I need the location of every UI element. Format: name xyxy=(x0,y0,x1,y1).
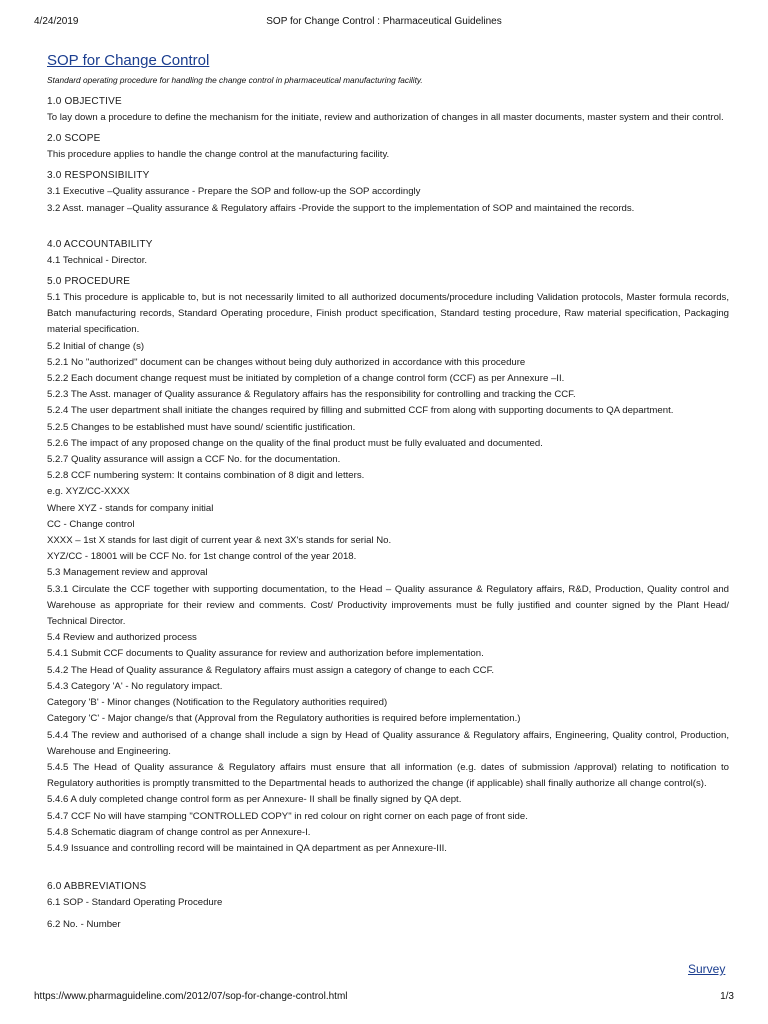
procedure-line: 5.4.1 Submit CCF documents to Quality assurance for review and authorization before implementation. xyxy=(47,648,484,660)
procedure-intro: 5.1 This procedure is applicable to, but is not necessarily limited to all authorized documents/procedure including Validation protocols, Master formula records, Batch manufacturing records, Standard Operating procedure, Finish product specification, Standard testing procedure, Raw material specification, Packaging material specification. xyxy=(47,292,729,336)
procedure-line: 5.2.5 Changes to be established must have sound/ scientific justification. xyxy=(47,421,356,433)
procedure-545: 5.4.5 The Head of Quality assurance & Regulatory affairs must ensure that all information (e.g. dates of submission /approval) relating to notification to Regulatory authorities is promptly transmitted to the Departmental heads to authorized the change (if applicable) shall finally authorize all change control(s). xyxy=(47,761,729,790)
abbreviations-heading: 6.0 ABBREVIATIONS xyxy=(47,881,147,893)
procedure-line: 5.2.2 Each document change request must be initiated by completion of a change control form (CCF) as per Annexure –II. xyxy=(47,373,565,385)
procedure-line: 5.2.7 Quality assurance will assign a CCF No. for the documentation. xyxy=(47,454,341,466)
procedure-line: 5.2.3 The Asst. manager of Quality assurance & Regulatory affairs has the responsibility for controlling and tracking the CCF. xyxy=(47,389,576,401)
procedure-line: Category 'B' - Minor changes (Notification to the Regulatory authorities required) xyxy=(47,697,388,709)
print-date: 4/24/2019 xyxy=(34,16,79,27)
abbreviation-item: 6.2 No. - Number xyxy=(47,919,121,931)
responsibility-item: 3.2 Asst. manager –Quality assurance & Regulatory affairs -Provide the support to the implementation of SOP and maintained the records. xyxy=(47,202,635,214)
procedure-line: 5.4.6 A duly completed change control form as per Annexure- II shall be finally signed by QA dept. xyxy=(47,794,462,806)
procedure-line: 5.2.8 CCF numbering system: It contains combination of 8 digit and letters. xyxy=(47,470,365,482)
procedure-line: XXXX – 1st X stands for last digit of current year & next 3X's stands for serial No. xyxy=(47,535,392,547)
procedure-line: 5.4.3 Category 'A' - No regulatory impact. xyxy=(47,680,223,692)
abbreviation-item: 6.1 SOP - Standard Operating Procedure xyxy=(47,897,223,909)
procedure-line: CC - Change control xyxy=(47,518,135,530)
responsibility-item: 3.1 Executive –Quality assurance - Prepare the SOP and follow-up the SOP accordingly xyxy=(47,186,421,198)
accountability-heading: 4.0 ACCOUNTABILITY xyxy=(47,238,153,250)
print-page-number: 1/3 xyxy=(720,991,734,1002)
document-subtitle: Standard operating procedure for handling the change control in pharmaceutical manufacturing facility. xyxy=(47,75,423,85)
procedure-line: e.g. XYZ/CC-XXXX xyxy=(47,486,130,498)
print-header xyxy=(34,16,734,30)
procedure-line: 5.4.7 CCF No will have stamping "CONTROLLED COPY" in red colour on right corner on each page of front side. xyxy=(47,810,528,822)
document-title[interactable]: SOP for Change Control xyxy=(47,52,210,69)
responsibility-heading: 3.0 RESPONSIBILITY xyxy=(47,170,150,182)
scope-heading: 2.0 SCOPE xyxy=(47,133,101,145)
procedure-line: 5.4 Review and authorized process xyxy=(47,632,197,644)
objective-heading: 1.0 OBJECTIVE xyxy=(47,96,122,107)
procedure-531: 5.3.1 Circulate the CCF together with supporting documentation, to the Head – Quality assurance & Regulatory affairs, R&D, Production, Quality control and Warehouse as appropriate for their review and comments. Cost/ Productivity improvements must be fully justified and counter signed by the Plant Head/ Technical Director. xyxy=(47,583,729,628)
procedure-line: 5.2.6 The impact of any proposed change on the quality of the final product must be fully evaluated and documented. xyxy=(47,437,543,449)
procedure-line: 5.4.2 The Head of Quality assurance & Regulatory affairs must assign a category of change to each CCF. xyxy=(47,664,495,676)
procedure-line: 5.2.1 No "authorized" document can be changes without being duly authorized in accordance with this procedure xyxy=(47,356,526,368)
procedure-line: XYZ/CC - 18001 will be CCF No. for 1st change control of the year 2018. xyxy=(47,551,357,563)
procedure-line: 5.2 Initial of change (s) xyxy=(47,340,145,352)
print-page-title: SOP for Change Control : Pharmaceutical Guidelines xyxy=(266,16,502,27)
print-footer xyxy=(34,991,734,1005)
print-url: https://www.pharmaguideline.com/2012/07/sop-for-change-control.html xyxy=(34,991,348,1002)
document-content xyxy=(47,51,729,934)
survey-link[interactable]: Survey xyxy=(688,962,726,976)
procedure-line: 5.2.4 The user department shall initiate the changes required by filling and submitted CCF from along with supporting documents to QA department. xyxy=(47,405,674,417)
procedure-544: 5.4.4 The review and authorised of a change shall include a sign by Head of Quality assurance & Regulatory affairs, Engineering, Quality control, Production, Warehouse and Engineering. xyxy=(47,729,729,757)
accountability-item: 4.1 Technical - Director. xyxy=(47,254,148,266)
scope-text: This procedure applies to handle the change control at the manufacturing facility. xyxy=(47,149,390,161)
procedure-heading: 5.0 PROCEDURE xyxy=(47,276,131,288)
procedure-line: 5.3 Management review and approval xyxy=(47,567,208,579)
objective-text: To lay down a procedure to define the mechanism for the initiate, review and authorization of changes in all master documents, master system and their control. xyxy=(47,112,724,123)
procedure-line: Category 'C' - Major change/s that (Approval from the Regulatory authorities is required before implementation.) xyxy=(47,713,521,725)
procedure-line: 5.4.9 Issuance and controlling record will be maintained in QA department as per Annexure-III. xyxy=(47,842,447,854)
procedure-line: 5.4.8 Schematic diagram of change control as per Annexure-I. xyxy=(47,826,311,838)
procedure-line: Where XYZ - stands for company initial xyxy=(47,502,214,514)
